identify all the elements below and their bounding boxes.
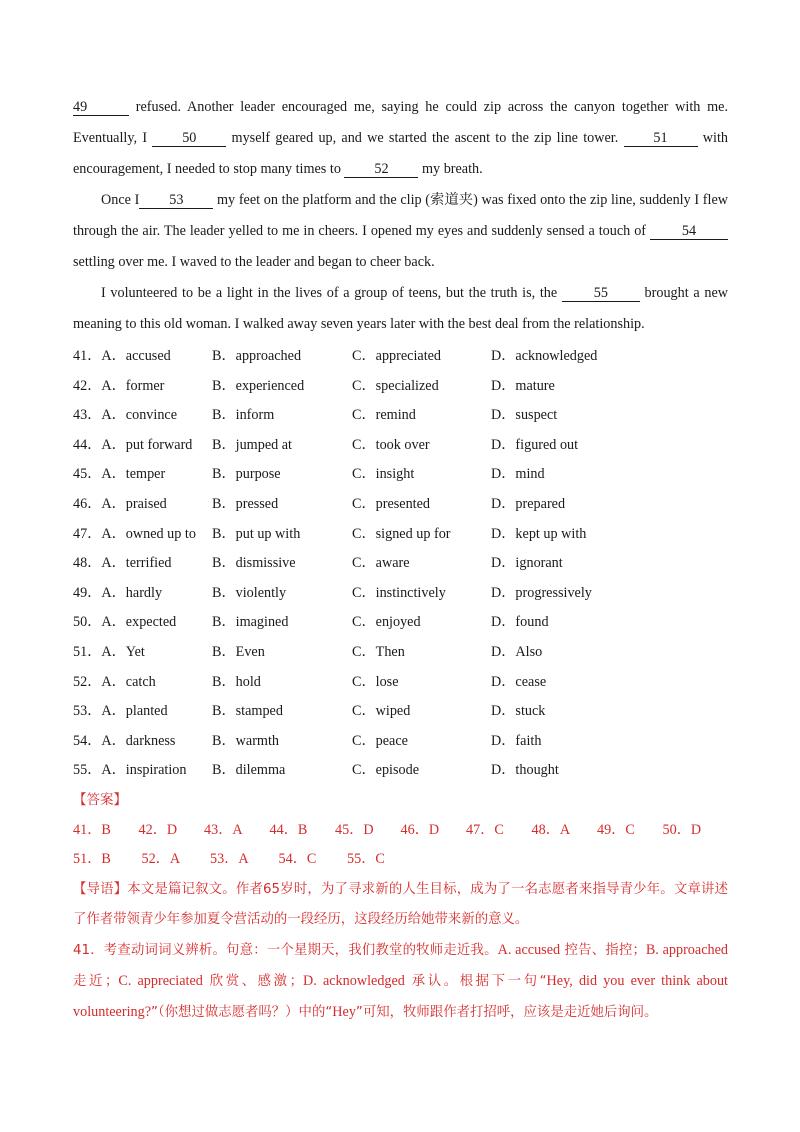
passage-text: my breath. xyxy=(418,161,483,177)
option: B．dismissive xyxy=(212,555,296,572)
option: C．enjoyed xyxy=(352,614,421,631)
option: C．took over xyxy=(352,436,430,453)
option: B．Even xyxy=(212,643,265,660)
option: 52．A．catch xyxy=(73,673,156,690)
option: C．instinctively xyxy=(352,584,446,601)
option: D．kept up with xyxy=(491,525,587,542)
option: D．ignorant xyxy=(491,555,563,572)
option-row-50 xyxy=(73,608,728,638)
option: 42．A．former xyxy=(73,377,165,394)
option: 44．A．put forward xyxy=(73,436,193,453)
option: B．imagined xyxy=(212,614,289,631)
passage-text: myself geared up, and we started the ascent to the zip line tower. xyxy=(226,130,624,146)
explanation-term: D. acknowledged xyxy=(303,972,405,989)
option: C．aware xyxy=(352,555,410,572)
option: B．approached xyxy=(212,348,302,364)
option: C．insight xyxy=(352,466,415,483)
option: 53．A．planted xyxy=(73,703,168,720)
option: C．episode xyxy=(352,762,419,779)
passage-paragraph-1 xyxy=(73,92,728,185)
passage-text: brought a new meaning to this old woman. I walked away seven years later with the best deal from the relationship. xyxy=(73,285,728,332)
explanation-text: ”可知，牧师跟作者打招呼，应该是走近她后询问。 xyxy=(355,1004,658,1020)
answer-item: 45．D xyxy=(335,821,374,838)
explanation-term: B. approached xyxy=(645,941,728,958)
option-row-51 xyxy=(73,638,728,668)
explanation-text: 控告、指控； xyxy=(560,942,646,958)
option: 50．A．expected xyxy=(73,614,177,631)
document-page xyxy=(73,92,728,1028)
option: 46．A．praised xyxy=(73,495,167,512)
option: C．Then xyxy=(352,643,405,660)
blank-49: 49 xyxy=(73,99,129,116)
answer-heading: 【答案】 xyxy=(73,791,127,808)
option: C．signed up for xyxy=(352,525,451,542)
passage-text: my feet on the platform and the clip (索道夹) was fixed onto the zip line, suddenly I flew through the air. The leader yelled to me in cheers. I opened my eyes and suddenly sensed a touch of xyxy=(73,192,728,239)
explanation-quote: Hey, did you ever think about volunteering? xyxy=(73,972,728,1020)
passage-text: I volunteered to be a light in the lives of a group of teens, but the truth is, the xyxy=(101,285,562,301)
passage-paragraph-2 xyxy=(73,185,728,278)
option-row-45 xyxy=(73,460,728,490)
answer-item: 54．C xyxy=(278,851,317,868)
option: C．specialized xyxy=(352,377,439,394)
answer-item: 48．A xyxy=(531,821,571,838)
option: C．presented xyxy=(352,495,431,512)
option: D．thought xyxy=(491,762,559,779)
option: 49．A．hardly xyxy=(73,584,163,601)
answer-item: 46．D xyxy=(400,821,440,838)
answer-item: 53．A xyxy=(210,851,249,868)
blank-52: 52 xyxy=(344,161,418,178)
option-row-54 xyxy=(73,727,728,757)
explanation-term: A. accused xyxy=(497,941,561,958)
answer-row-2 xyxy=(73,845,728,875)
option: B．dilemma xyxy=(212,762,286,779)
guide-label: 【导语】 xyxy=(73,881,128,897)
option: D．figured out xyxy=(491,436,579,453)
option: B．experienced xyxy=(212,377,305,394)
option: 55．A．inspiration xyxy=(73,762,187,779)
option: 45．A．temper xyxy=(73,466,166,483)
option-row-53 xyxy=(73,697,728,727)
option: D．cease xyxy=(491,673,547,690)
guide-paragraph xyxy=(73,875,728,935)
explanation-text: 欣赏、感激； xyxy=(202,973,304,989)
blank-55: 55 xyxy=(562,285,640,302)
explanation-41 xyxy=(73,935,728,1028)
option: C．lose xyxy=(352,673,399,690)
option: D．mature xyxy=(491,377,555,394)
option: C．appreciated xyxy=(352,348,442,364)
option-row-55 xyxy=(73,756,728,786)
explanation-text: 走近； xyxy=(73,973,119,989)
option: B．hold xyxy=(212,673,261,690)
explanation-text: ”（你想过做志愿者吗？）中的“ xyxy=(151,1004,333,1020)
answer-item: 41．B xyxy=(73,821,111,838)
answer-item: 51．B xyxy=(73,851,111,868)
answer-row-1 xyxy=(73,816,728,846)
answer-item: 50．D xyxy=(662,821,702,838)
blank-50: 50 xyxy=(152,130,226,147)
option: B．jumped at xyxy=(212,436,292,453)
explanation-text: 41．考查动词词义辨析。句意：一个星期天，我们教堂的牧师走近我。 xyxy=(73,942,498,958)
answer-item: 52．A xyxy=(141,851,181,868)
option: D．suspect xyxy=(491,407,558,424)
option: D．acknowledged xyxy=(491,348,598,364)
option-row-43 xyxy=(73,401,728,431)
option: C．remind xyxy=(352,407,416,424)
answer-item: 42．D xyxy=(138,821,178,838)
answer-item: 47．C xyxy=(466,821,504,838)
option-row-47 xyxy=(73,520,728,550)
option: C．wiped xyxy=(352,703,411,720)
blank-51: 51 xyxy=(624,130,698,147)
option: B．inform xyxy=(212,407,275,424)
explanation-text: 承认。根据下一句“ xyxy=(404,973,547,989)
option: C．peace xyxy=(352,732,408,749)
option: D．found xyxy=(491,614,549,631)
option: B．purpose xyxy=(212,466,281,483)
option: D．progressively xyxy=(491,584,592,601)
passage-text: with encouragement, I needed to stop many times to xyxy=(73,130,728,177)
option: D．faith xyxy=(491,732,542,749)
option-row-46 xyxy=(73,490,728,520)
explanation-quote: Hey xyxy=(332,1003,356,1020)
option: B．stamped xyxy=(212,703,283,720)
option: B．violently xyxy=(212,584,287,601)
option: 54．A．darkness xyxy=(73,732,176,749)
passage-text: settling over me. I waved to the leader and began to cheer back. xyxy=(73,254,435,270)
option-row-52 xyxy=(73,668,728,698)
explanation-term: C. appreciated xyxy=(118,972,203,989)
blank-53: 53 xyxy=(139,192,213,209)
option: B．pressed xyxy=(212,495,279,512)
option: D．Also xyxy=(491,643,543,660)
blank-54: 54 xyxy=(650,223,728,240)
answer-item: 55．C xyxy=(347,851,385,868)
option: B．put up with xyxy=(212,525,301,542)
option-row-49 xyxy=(73,579,728,609)
passage-text: Once I xyxy=(101,192,140,208)
option: B．warmth xyxy=(212,732,279,749)
option-row-48 xyxy=(73,549,728,579)
passage-paragraph-3 xyxy=(73,278,728,340)
option-row-42 xyxy=(73,372,728,402)
option: 41．A．accused xyxy=(73,348,171,364)
guide-text: 本文是篇记叙文。作者65岁时，为了寻求新的人生目标，成为了一名志愿者来指导青少年。文章讲述了作者带领青少年参加夏令营活动的一段经历，这段经历给她带来新的意义。 xyxy=(73,881,728,927)
answer-item: 49．C xyxy=(597,821,635,838)
options-list xyxy=(73,342,728,786)
option: 51．A．Yet xyxy=(73,643,145,660)
passage-text: refused. Another leader encouraged me, saying he could zip across the canyon together with me. Eventually, I xyxy=(73,99,728,146)
option: 47．A．owned up to xyxy=(73,525,196,542)
option: 43．A．convince xyxy=(73,407,178,424)
option: 48．A．terrified xyxy=(73,555,172,572)
option: D．mind xyxy=(491,466,545,483)
answer-item: 44．B xyxy=(269,821,308,838)
option: D．prepared xyxy=(491,495,566,512)
option-row-44 xyxy=(73,431,728,461)
answer-item: 43．A xyxy=(204,821,243,838)
option: D．stuck xyxy=(491,703,546,720)
option-row-41 xyxy=(73,342,728,372)
